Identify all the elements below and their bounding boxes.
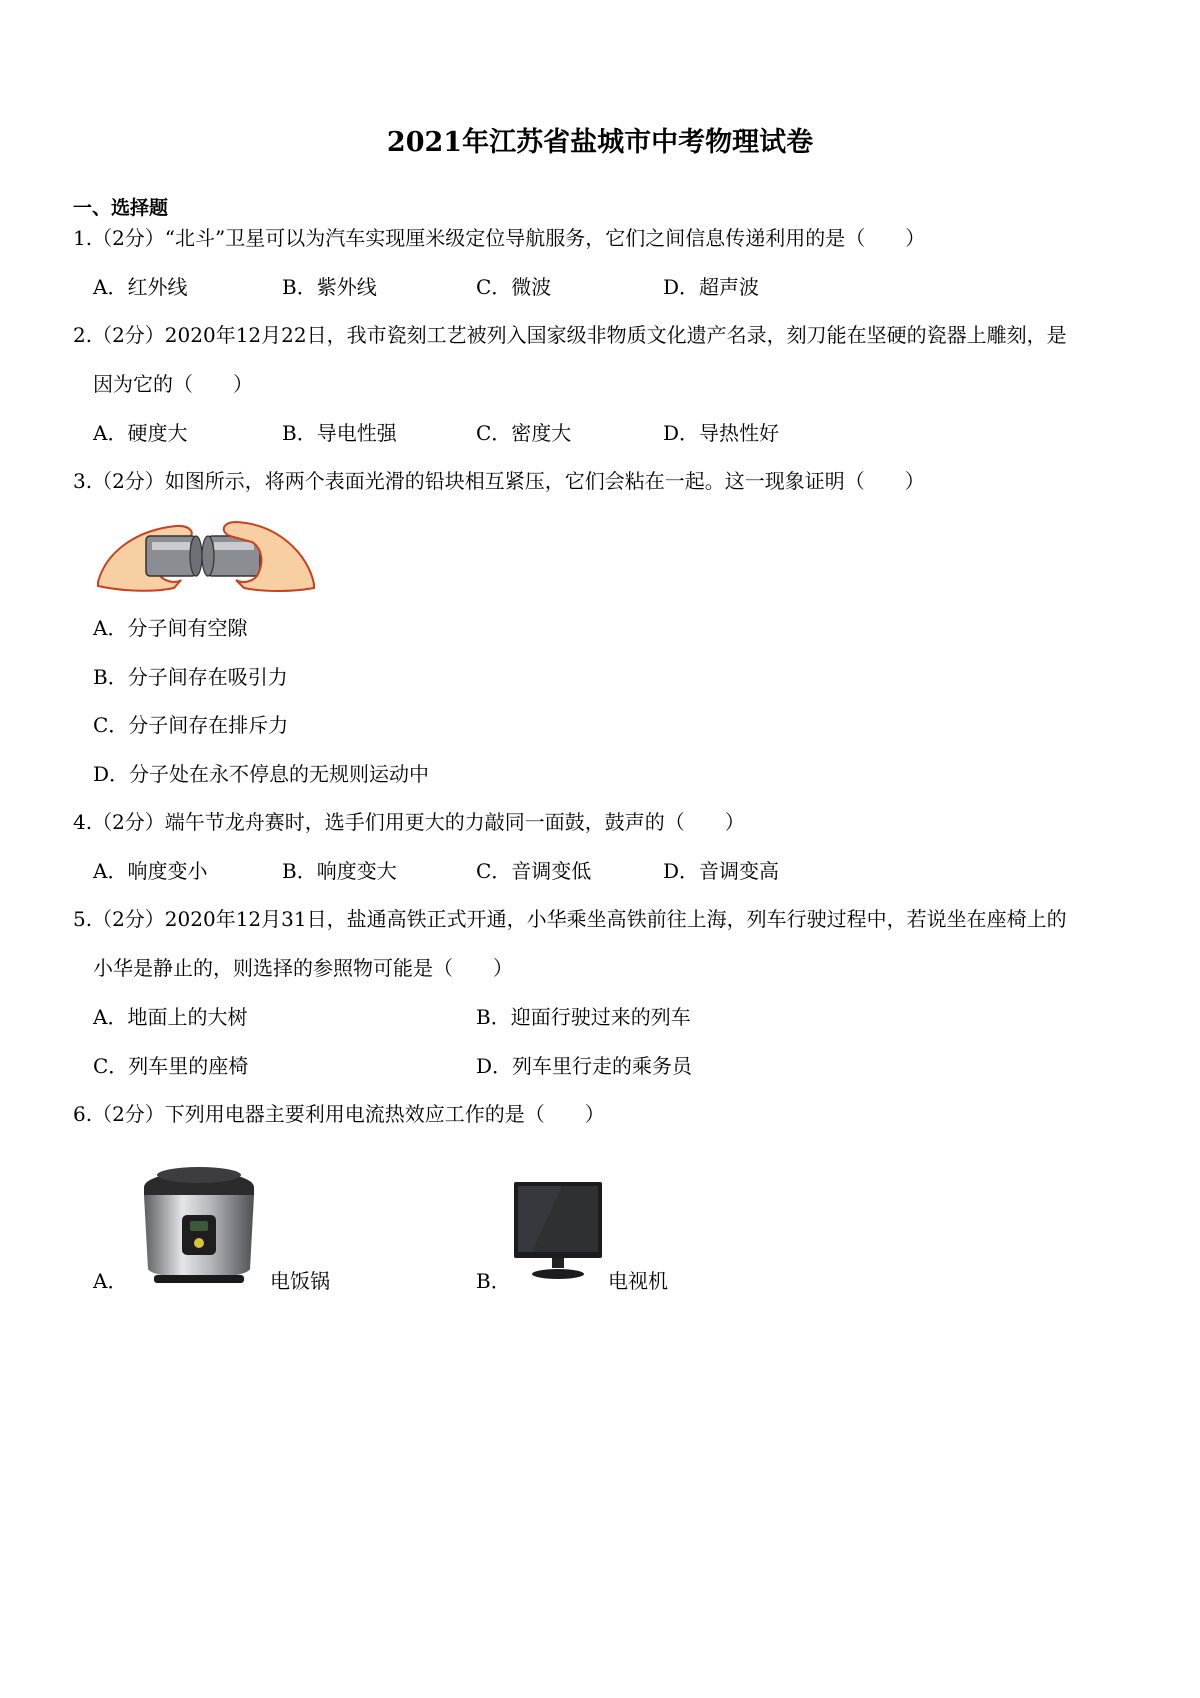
- television-image: [512, 1180, 604, 1284]
- question-5-option-d: D．列车里行走的乘务员: [476, 1054, 693, 1078]
- question-2-text-line-1: 2.（2分）2020年12月22日，我市瓷刻工艺被列入国家级非物质文化遗产名录，刻刀能在坚硬的瓷器上雕刻，是: [73, 323, 1067, 347]
- question-3-option-d: D．分子处在永不停息的无规则运动中: [93, 762, 430, 786]
- question-4-option-b: B．响度变大: [282, 859, 397, 883]
- question-6-option-a-letter: A．: [93, 1269, 128, 1293]
- question-6-option-b-letter: B．: [476, 1269, 511, 1293]
- question-1-option-c: C．微波: [476, 275, 552, 299]
- rice-cooker-image: [134, 1157, 264, 1287]
- question-2-text-line-2: 因为它的（ ）: [93, 372, 253, 396]
- question-4-option-c: C．音调变低: [476, 859, 592, 883]
- question-4-option-a: A．响度变小: [93, 859, 208, 883]
- question-2-option-b: B．导电性强: [282, 421, 397, 445]
- question-1-option-a: A．红外线: [93, 275, 188, 299]
- question-5-text-line-2: 小华是静止的，则选择的参照物可能是（ ）: [93, 956, 513, 980]
- question-5-option-a: A．地面上的大树: [93, 1005, 248, 1029]
- question-1-option-d: D．超声波: [663, 275, 760, 299]
- question-2-option-d: D．导热性好: [663, 421, 780, 445]
- question-6-option-b-label: 电视机: [608, 1269, 668, 1293]
- question-2-option-c: C．密度大: [476, 421, 572, 445]
- question-5-option-c: C．列车里的座椅: [93, 1054, 249, 1078]
- lead-blocks-hands-image: [96, 512, 316, 594]
- question-3-option-c: C．分子间存在排斥力: [93, 713, 289, 737]
- question-6-option-a-label: 电饭锅: [270, 1269, 330, 1293]
- question-1-option-b: B．紫外线: [282, 275, 377, 299]
- question-5-option-b: B．迎面行驶过来的列车: [476, 1005, 691, 1029]
- page-title: 2021年江苏省盐城市中考物理试卷: [386, 127, 814, 158]
- question-1-text: 1.（2分）“北斗”卫星可以为汽车实现厘米级定位导航服务，它们之间信息传递利用的是（ ）: [73, 226, 926, 250]
- question-4-text: 4.（2分）端午节龙舟赛时，选手们用更大的力敲同一面鼓，鼓声的（ ）: [73, 810, 745, 834]
- question-3-text: 3.（2分）如图所示，将两个表面光滑的铅块相互紧压，它们会粘在一起。这一现象证明（ ）: [73, 469, 925, 493]
- question-2-option-a: A．硬度大: [93, 421, 188, 445]
- question-6-text: 6.（2分）下列用电器主要利用电流热效应工作的是（ ）: [73, 1102, 605, 1126]
- section-heading: 一、选择题: [73, 197, 169, 219]
- question-3-option-b: B．分子间存在吸引力: [93, 665, 288, 689]
- question-4-option-d: D．音调变高: [663, 859, 780, 883]
- question-5-text-line-1: 5.（2分）2020年12月31日，盐通高铁正式开通，小华乘坐高铁前往上海，列车行驶过程中，若说坐在座椅上的: [73, 907, 1067, 931]
- question-3-option-a: A．分子间有空隙: [93, 616, 248, 640]
